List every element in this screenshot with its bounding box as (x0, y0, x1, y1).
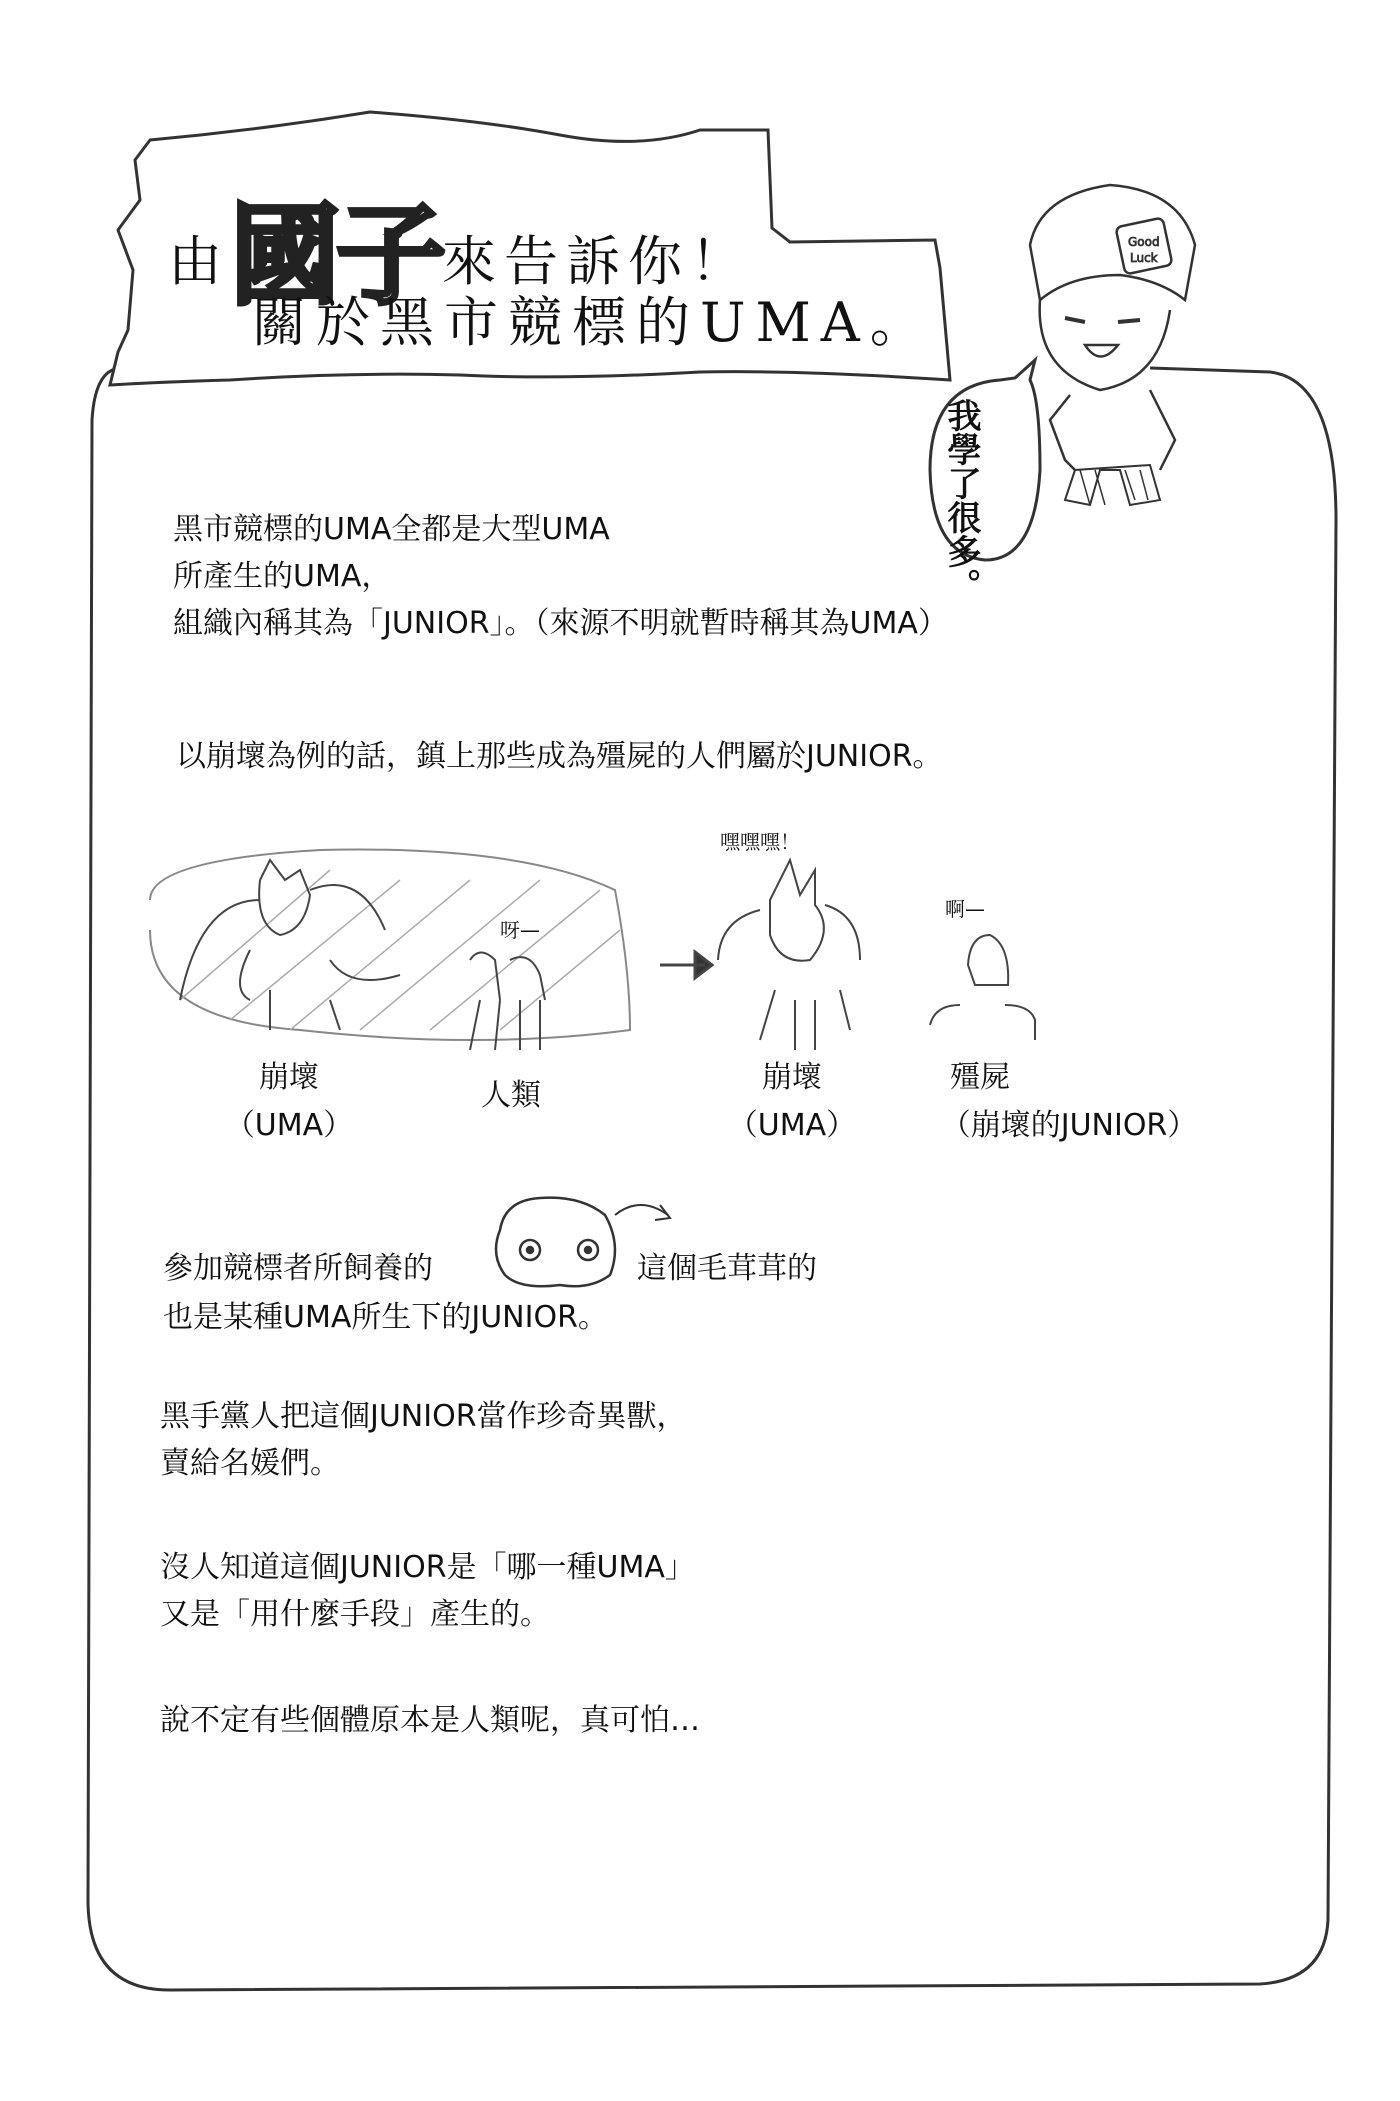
paragraph-example: 以崩壞為例的話，鎮上那些成為殭屍的人們屬於JUNIOR。 (176, 739, 943, 774)
speech-bubble-text: 我學了很多。 (941, 398, 981, 602)
label-human: 人類 (481, 1078, 541, 1113)
text-line: 黑手黨人把這個JUNIOR當作珍奇異獸， (160, 1399, 687, 1434)
furry-text-before: 參加競標者所飼養的 (163, 1251, 433, 1286)
furry-text-after: 這個毛茸茸的 (637, 1251, 817, 1286)
label-uma1-name: 崩壞 (259, 1060, 319, 1095)
sfx-zombie: 啊— (945, 897, 985, 921)
uma-bat-figure (180, 860, 400, 1030)
arrow-icon (660, 952, 712, 978)
label-uma2-type: （UMA） (727, 1108, 857, 1143)
label-zombie-name: 殭屍 (950, 1060, 1010, 1095)
sfx-human: 呀— (500, 918, 540, 942)
hat-text: Good (1128, 235, 1160, 249)
svg-text:Luck: Luck (1130, 251, 1158, 265)
furry-text-line2: 也是某種UMA所生下的JUNIOR。 (163, 1300, 608, 1335)
text-line: 組織內稱其為「JUNIOR」。（來源不明就暫時稱其為UMA） (173, 606, 948, 641)
header-prefix: 由 (168, 230, 230, 293)
text-line: 沒人知道這個JUNIOR是「哪一種UMA」 (160, 1550, 695, 1585)
character-kuniko-drawing (1030, 185, 1195, 505)
paragraph-mafia (160, 1393, 687, 1487)
illustration-drawing (150, 850, 1035, 1051)
zombie-figure (930, 935, 1035, 1040)
header-name-kuniko: 國子 (230, 191, 442, 320)
label-uma2-name: 崩壞 (762, 1060, 822, 1095)
paragraph-junior-definition (173, 506, 948, 647)
header-suffix: 來告訴你！ (442, 230, 752, 293)
uma-laughing-figure (718, 860, 860, 1050)
text-line: 所產生的UMA， (173, 559, 392, 594)
sfx-uma-laugh: 嘿嘿嘿！ (720, 830, 800, 854)
paragraph-unknown-origin (160, 1544, 695, 1638)
paragraph-scary: 說不定有些個體原本是人類呢，真可怕… (160, 1703, 700, 1738)
label-zombie-type: （崩壞的JUNIOR） (940, 1108, 1198, 1143)
text-line: 賣給名媛們。 (160, 1446, 340, 1481)
header-title-line2: 關於黑市競標的UMA。 (252, 291, 934, 354)
label-uma1-type: （UMA） (224, 1108, 354, 1143)
text-line: 黑市競標的UMA全都是大型UMA (173, 512, 610, 547)
shadow-oval (150, 850, 630, 1041)
text-line: 又是「用什麼手段」產生的。 (160, 1597, 550, 1632)
